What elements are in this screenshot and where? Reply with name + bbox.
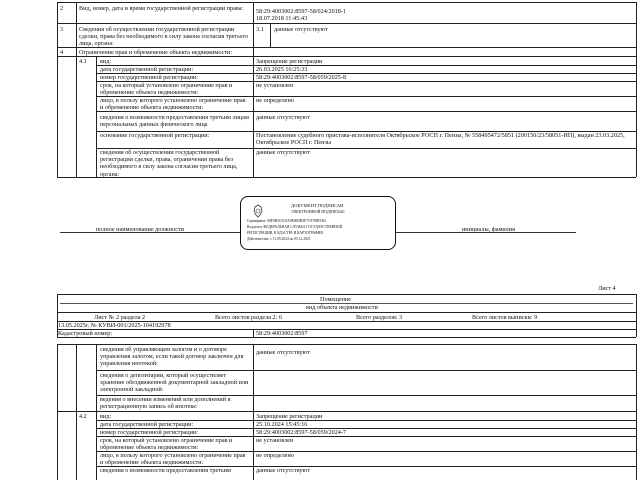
object-type-title: Помещение	[320, 296, 351, 303]
enc1-label-0: вид:	[100, 58, 112, 65]
object-type-caption: вид объекта недвижимости	[306, 304, 378, 311]
cadastral-label: Кадастровый номер:	[58, 330, 113, 337]
stamp-line-4: Действителен: с 11.09.2024 по 05.12.2025	[247, 237, 311, 241]
electronic-signature-stamp	[240, 196, 396, 250]
stamp-line-3: РЕГИСТРАЦИИ, КАДАСТРА И КАРТОГРАФИИ	[247, 231, 323, 235]
row-2-num: 2	[60, 5, 64, 12]
enc2-value-4: не определено	[256, 452, 294, 459]
enc2-label-4: лицо, в пользу которого установлено ограничение прав и обременение объекта недвижимости:	[100, 452, 246, 467]
enc1-value-6: Постановление судебного пристава-исполнителя Октябрьское РОСП г. Пензы, № 558495472/5851 (200150/23/58051-ИП), выдан 23.03.2025, Октябрьское РОСП г. Пензы	[256, 132, 625, 147]
mortgage-changes-label: ведения о внесении изменений или дополнений в регистрационную запись об ипотеке:	[100, 396, 231, 411]
signature-name-caption: инициалы, фамилия	[462, 226, 515, 233]
enc1-label-4: лицо, в пользу которого установлено ограничение прав и обременение объекта недвижимости:	[100, 97, 246, 112]
total-sheets-section: Всего листов раздела 2: 6	[215, 314, 282, 321]
enc1-label-2: номер государственной регистрации:	[100, 74, 198, 81]
enc2-label-2: номер государственной регистрации:	[100, 429, 198, 436]
enc1-value-5: данные отсутствуют	[256, 114, 310, 121]
pledge-manager-label: сведения об управляющем залогом и о договоре управления залогом, если такой договор заключен для управления ипотекой:	[100, 346, 244, 368]
enc2-label-1: дата государственной регистрации:	[100, 421, 194, 428]
enc2-label-3: срок, на который установлено ограничение прав и обременение объекта недвижимости:	[100, 437, 233, 452]
enc2-value-5: данные отсутствуют	[256, 467, 310, 474]
row-3-label: Сведения об осуществлении государственной регистрации сделки, права без необходимого в силу закона согласия третьего лица, органа:	[79, 26, 249, 48]
pledge-manager-value: данные отсутствуют	[256, 349, 310, 356]
enc1-label-6: основание государственной регистрации:	[100, 132, 210, 139]
enc1-value-0: Запрещение регистрации	[256, 58, 323, 65]
row-2-value-2: 18.07.2018 11:45:43	[256, 15, 308, 22]
total-sections: Всего разделов: 3	[356, 314, 403, 321]
enc1-label-1: дата государственной регистрации:	[100, 66, 194, 73]
sheet-number: Лист 4	[598, 285, 616, 292]
encumbrance-1-num: 4.1	[79, 58, 87, 65]
stamp-title: ДОКУМЕНТ ПОДПИСАН	[291, 203, 344, 208]
stamp-subtitle: ЭЛЕКТРОННОЙ ПОДПИСЬЮ	[291, 209, 345, 214]
extract-number: 13.05.2025г. № КУВИ-001/2025-104192978	[58, 322, 171, 329]
enc2-label-0: вид:	[100, 413, 112, 420]
enc1-value-2: 58:29:4003002:8597-58/059/2025-8	[256, 74, 347, 81]
enc1-value-3: не установлен	[256, 82, 294, 89]
enc1-value-1: 26.03.2025 16:25:33	[256, 66, 308, 73]
depositary-label: сведения о депозитарии, который осуществляет хранение обездвиженной документарной закладной или электронной закладной:	[100, 372, 249, 394]
enc2-label-5: сведения о возможности предоставления третьим	[100, 467, 231, 474]
enc1-value-4: не определено	[256, 97, 294, 104]
enc1-value-7: данные отсутствуют	[256, 149, 310, 156]
stamp-line-2: Владелец: ФЕДЕРАЛЬНАЯ СЛУЖБА ГОСУДАРСТВЕННОЙ	[247, 225, 343, 229]
row-4-label: Ограничение прав и обременение объекта недвижимости:	[79, 49, 233, 56]
enc1-label-5: сведения о возможности предоставления третьим лицам персональных данных физического лица	[100, 114, 249, 129]
cadastral-value: 58:29:4003002:8597	[256, 330, 308, 337]
row-4-num: 4	[60, 49, 64, 56]
enc2-value-1: 25.10.2024 15:45:16	[256, 421, 308, 428]
row-2-label: Вид, номер, дата и время государственной регистрации права:	[79, 5, 244, 12]
enc1-label-3: срок, на который установлено ограничение прав и обременение объекта недвижимости:	[100, 82, 233, 97]
enc2-value-3: не установлен	[256, 437, 294, 444]
row-3-value: данные отсутствуют	[274, 26, 328, 33]
row-2-value-1: 58:29:4003002:8597-58/024/2018-1	[256, 8, 347, 15]
total-sheets-extract: Всего листов выписки: 9	[472, 314, 538, 321]
enc2-value-2: 58:29:4003002:8597-58/059/2024-7	[256, 429, 347, 436]
row-3-sub: 3.1	[256, 26, 264, 33]
stamp-line-1: Сертификат: 00F0B3C0C0A9E66DB3F7C9788E1B4	[247, 219, 326, 223]
enc2-value-0: Запрещение регистрации	[256, 413, 323, 420]
sheet-no-label: Лист № 2 раздела 2	[94, 314, 146, 321]
emblem-icon	[251, 204, 265, 218]
signature-position-caption: полное наименование должности	[96, 226, 184, 233]
row-3-num: 3	[60, 26, 64, 33]
encumbrance-2-num: 4.2	[79, 413, 87, 420]
enc1-label-7: сведения об осуществлении государственной регистрации сделки, права, ограничения права без необходимого в силу закона согласия третьего лица, органа:	[100, 149, 238, 178]
